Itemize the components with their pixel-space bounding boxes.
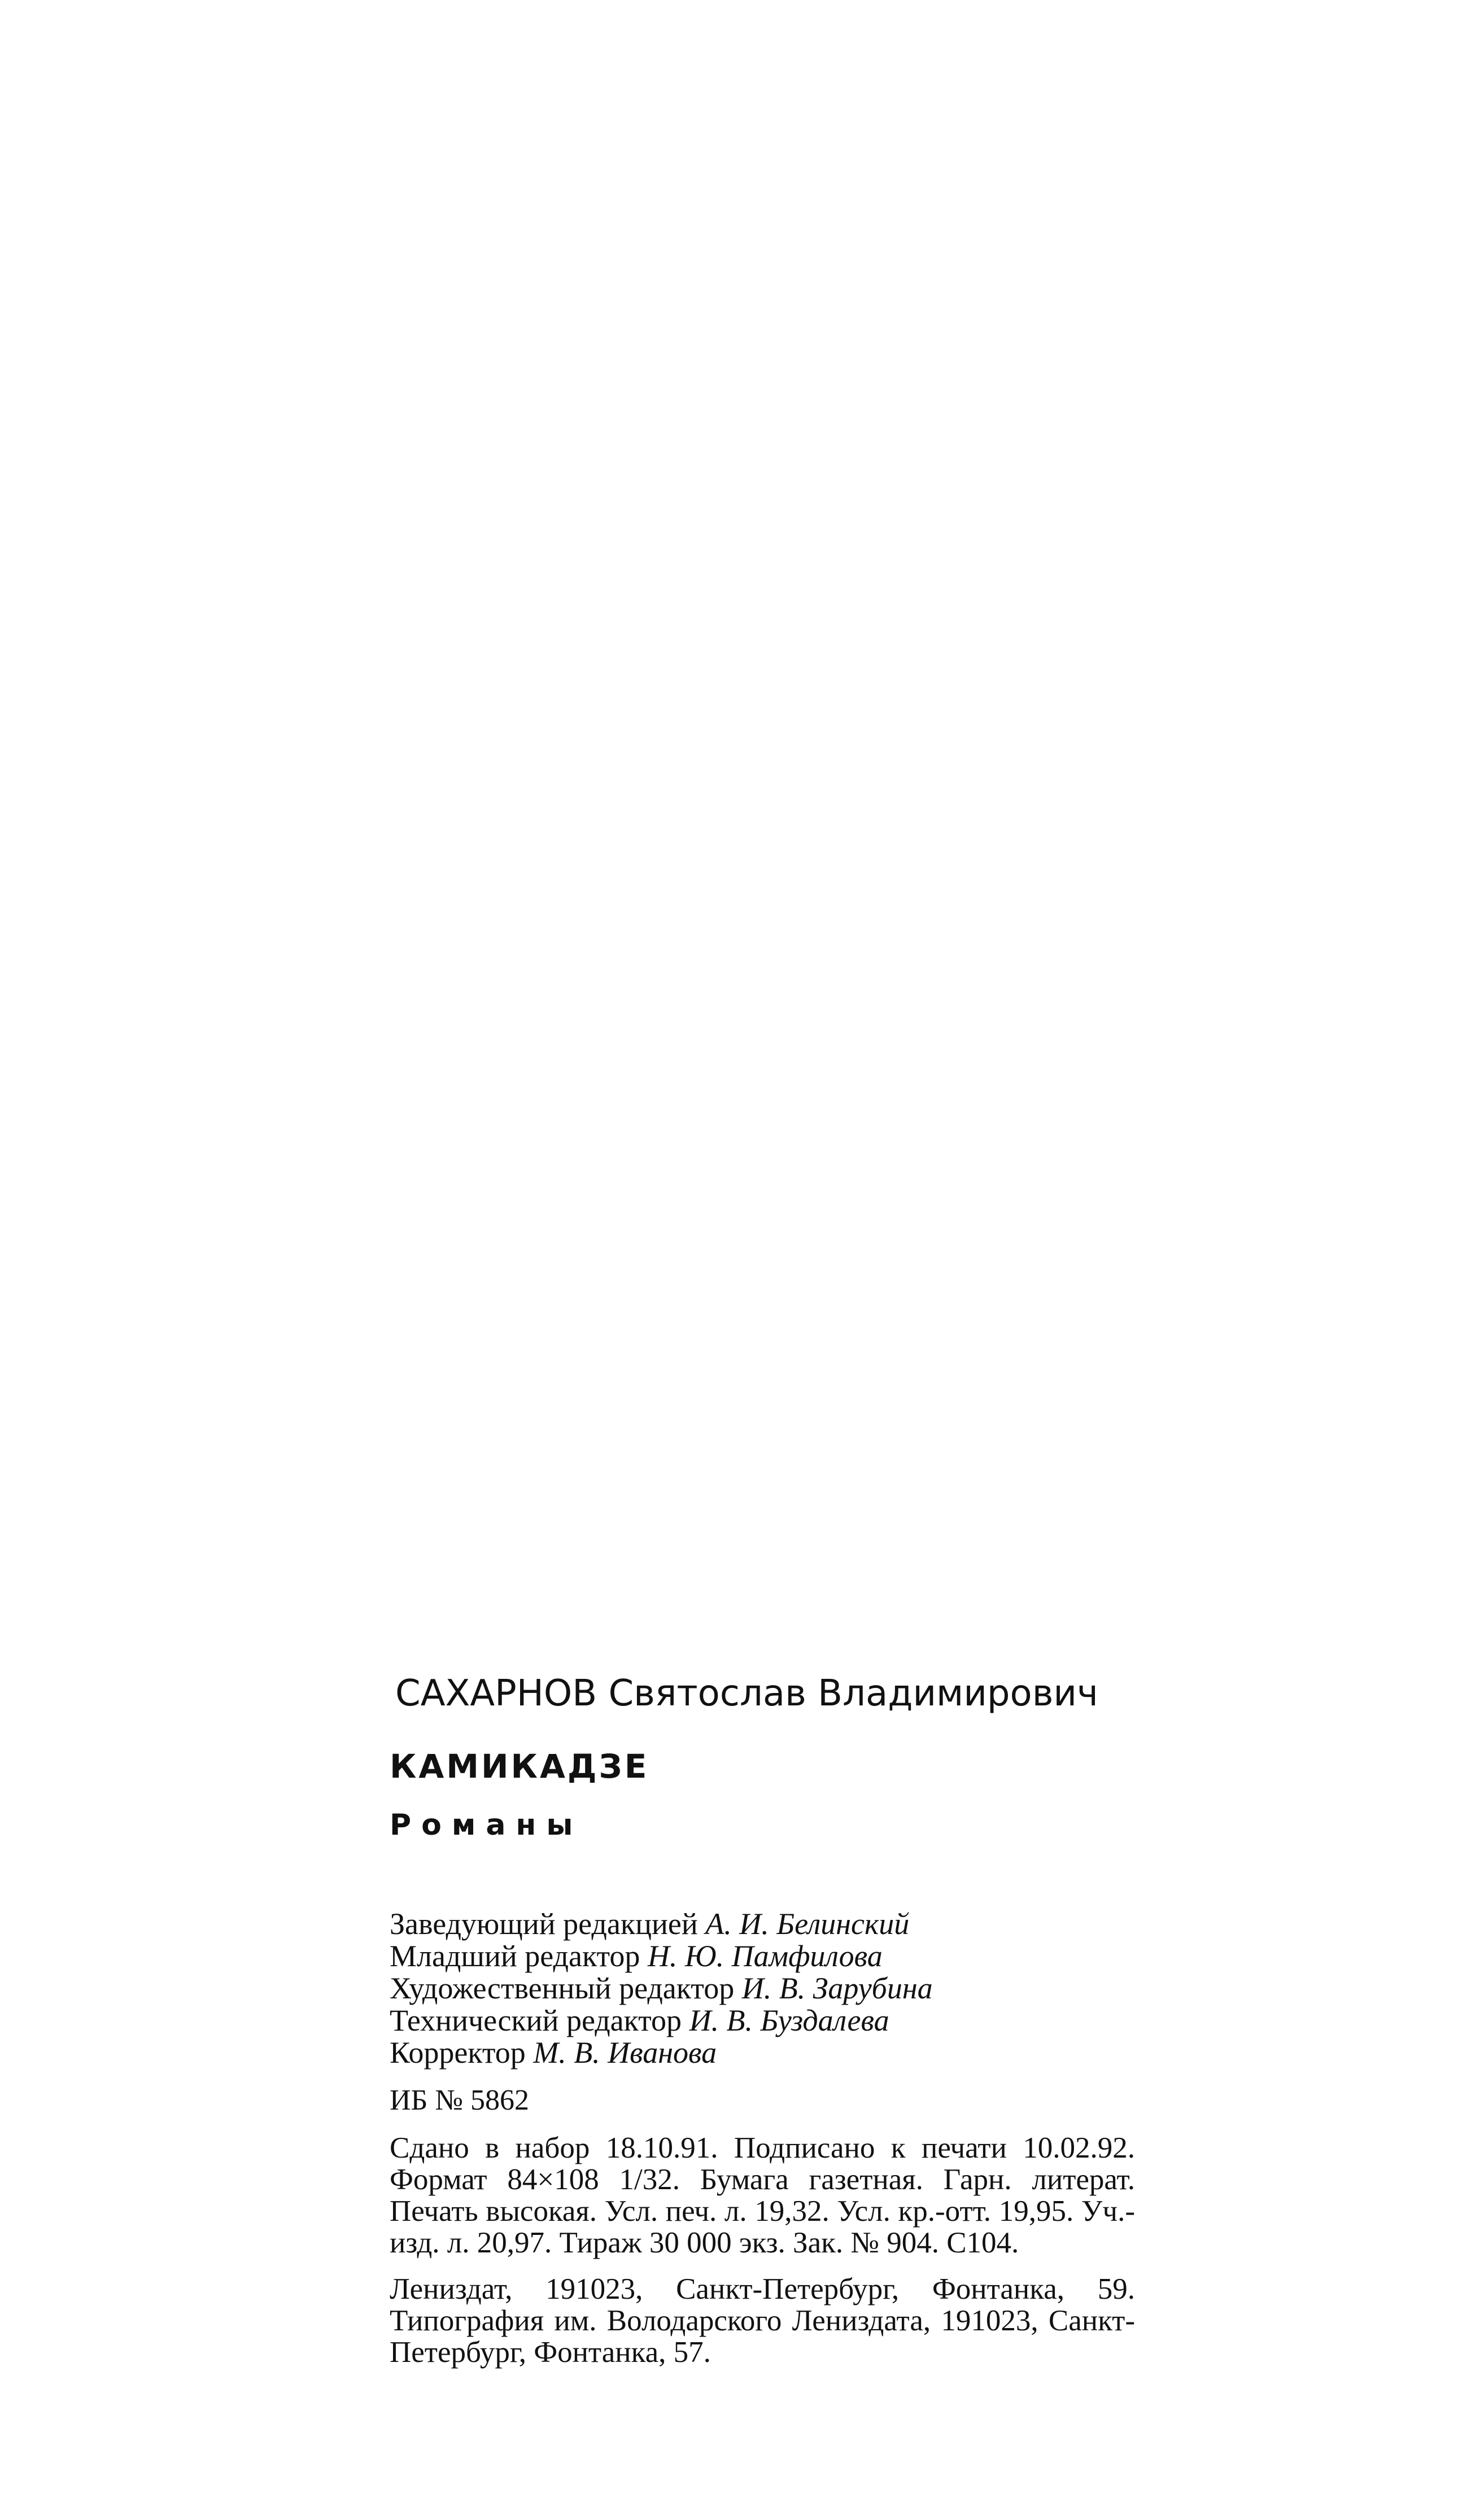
book-genre: Романы: [390, 1808, 583, 1842]
staff-line-proofreader: [390, 2037, 1135, 2069]
staff-role: Заведующий редакцией: [390, 1907, 698, 1941]
staff-person: И. В. Буздалева: [689, 2003, 889, 2037]
ib-number: ИБ № 5862: [390, 2084, 530, 2116]
staff-person: Н. Ю. Памфилова: [647, 1939, 883, 1973]
staff-role: Младший редактор: [390, 1939, 640, 1973]
staff-line-art-editor: [390, 1972, 1135, 2005]
editorial-staff: [390, 1908, 1135, 2069]
staff-line-head-of-office: [390, 1908, 1135, 1940]
staff-person: А. И. Белинский: [705, 1907, 910, 1941]
staff-person: М. В. Иванова: [533, 2036, 717, 2070]
staff-line-technical-editor: [390, 2005, 1135, 2037]
book-title: КАМИКАДЗЕ: [390, 1747, 649, 1786]
print-details: Сдано в набор 18.10.91. Подписано к печати 10.02.92. Формат 84×108 1/32. Бумага газетная. Гарн. литерат. Печать высокая. Усл. печ. л. 19,32. Усл. кр.-отт. 19,95. Уч.-изд. л. 20,97. Тираж 30 000 экз. Зак. № 904. С104.: [390, 2132, 1135, 2259]
staff-role: Технический редактор: [390, 2003, 682, 2037]
staff-person: И. В. Зарубина: [741, 1971, 933, 2005]
imprint-block: [390, 1671, 1135, 2383]
staff-role: Корректор: [390, 2036, 526, 2070]
staff-role: Художественный редактор: [390, 1971, 735, 2005]
author-name: САХАРНОВ Святослав Владимирович: [395, 1673, 1098, 1714]
staff-line-junior-editor: [390, 1940, 1135, 1972]
publisher-details: Лениздат, 191023, Санкт-Петербург, Фонтанка, 59. Типография им. Володарского Лениздата, 191023, Санкт-Петербург, Фонтанка, 57.: [390, 2273, 1135, 2369]
